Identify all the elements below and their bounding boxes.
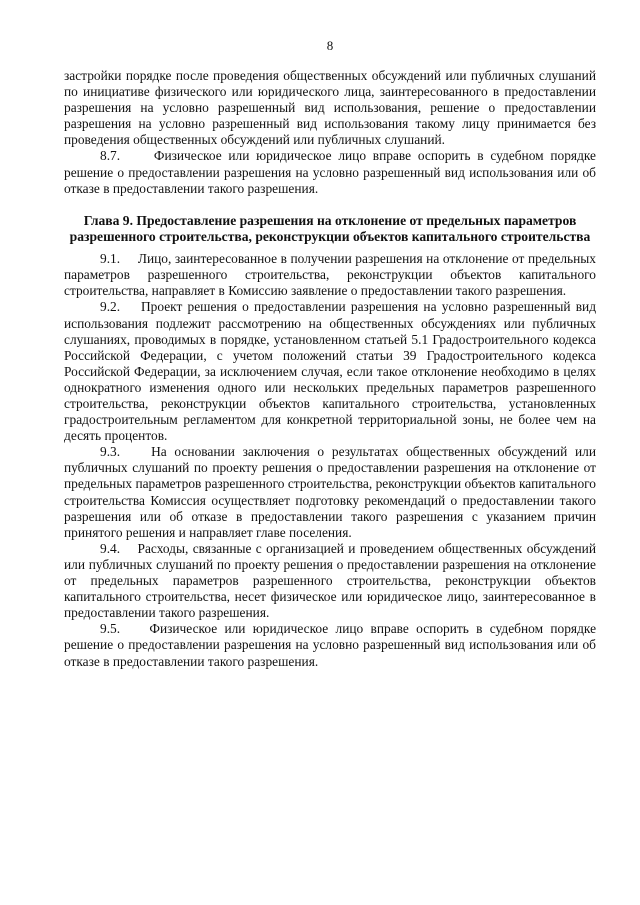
paragraph-text: Физическое или юридическое лицо вправе оспорить в судебном порядке решение о предоставлении разрешения на условно разрешенный вид использования или об отказе в предоставлении такого разрешения.: [64, 148, 596, 196]
page-number: 8: [326, 38, 334, 53]
paragraph-9-4: [64, 541, 596, 621]
paragraph-continuation: [64, 68, 596, 148]
paragraph-text: Проект решения о предоставлении разрешения на условно разрешенный вид использования подлежит рассмотрению на общественных обсуждениях или публичных слушаниях, проводимых в порядке, установленном статьей 5.1 Градостроительного кодекса Российской Федерации, с учетом положений статьи 39 Градостроительного кодекса Российской Федерации, за исключением случая, если такое отклонение необходимо в целях однократного изменения одного или нескольких предельных параметров разрешенного строительства, реконструкции объектов капитального строительства, установленных градостроительным регламентом для конкретной территориальной зоны, не более чем на десять процентов.: [64, 299, 597, 444]
paragraph-number: 9.4.: [100, 540, 121, 556]
paragraph-9-1: [64, 251, 596, 299]
chapter-heading: Глава 9. Предоставление разрешения на отклонение от предельных параметров разрешенного строительства, реконструкции объектов капитального строительства: [69, 212, 591, 244]
paragraph-text: Лицо, заинтересованное в получении разрешения на отклонение от предельных параметров разрешенного строительства, реконструкции объектов капитального строительства, направляет в Комиссию заявление о предоставлении такого разрешения.: [64, 251, 596, 299]
paragraph-number: 9.5.: [100, 621, 121, 637]
paragraph-text: На основании заключения о результатах общественных обсуждений или публичных слушаний по проекту решения о предоставлении разрешения на отклонение от предельных параметров разрешенного строительства, реконструкции объектов капитального строительства Комиссия осуществляет подготовку рекомендаций о предоставлении такого разрешения или об отказе в предоставлении такого разрешения с указанием причин принятого решения и направляет главе поселения.: [64, 444, 596, 540]
paragraph-text: застройки порядке после проведения общественных обсуждений или публичных слушаний по инициативе физического или юридического лица, заинтересованного в предоставлении разрешения на условно разрешенный вид использования, решение о предоставлении разрешения на условно разрешенный вид использования такому лицу принимается без проведения общественных обсуждений или публичных слушаний.: [64, 68, 596, 148]
paragraph-number: 9.3.: [100, 444, 121, 460]
paragraph-9-5: [64, 621, 596, 669]
paragraph-number: 8.7.: [100, 148, 121, 164]
paragraph-9-2: [64, 299, 596, 444]
paragraph-9-3: [64, 444, 596, 541]
paragraph-8-7: [64, 148, 596, 196]
paragraph-text: Расходы, связанные с организацией и проведением общественных обсуждений или публичных слушаний по проекту решения о предоставлении разрешения на отклонение от предельных параметров разрешенного строительства, реконструкции объектов капитального строительства, несет физическое или юридическое лицо, заинтересованное в предоставлении такого разрешения.: [64, 540, 597, 621]
paragraph-number: 9.2.: [100, 299, 121, 315]
paragraph-text: Физическое или юридическое лицо вправе оспорить в судебном порядке решение о предоставлении разрешения на условно разрешенный вид использования или об отказе в предоставлении такого разрешения.: [64, 621, 597, 669]
paragraph-number: 9.1.: [100, 251, 121, 267]
